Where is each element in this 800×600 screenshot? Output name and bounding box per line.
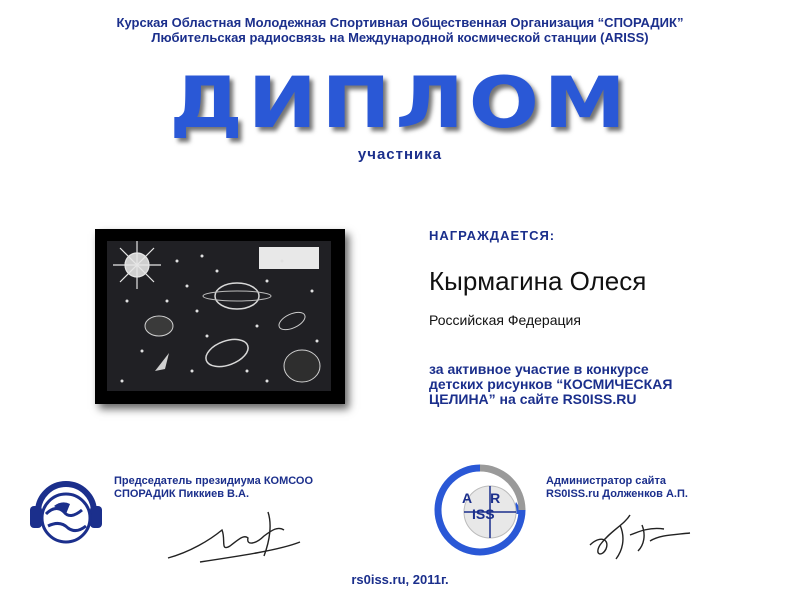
organization-subtitle: Любительская радиосвязь на Международной космической станции (ARISS) bbox=[151, 30, 649, 45]
chair-name: СПОРАДИК Пиккиев В.А. bbox=[114, 488, 250, 500]
diploma-title: ДИПЛОМ bbox=[169, 62, 631, 144]
award-reason-line: детских рисунков “КОСМИЧЕСКАЯ bbox=[429, 376, 673, 392]
award-reason-line: за активное участие в конкурсе bbox=[429, 361, 649, 377]
admin-title: Администратор сайта bbox=[546, 475, 666, 487]
children-drawing-image bbox=[107, 241, 331, 391]
awarded-label: НАГРАЖДАЕТСЯ: bbox=[429, 228, 556, 243]
award-reason bbox=[429, 362, 769, 407]
admin-signature bbox=[580, 505, 700, 565]
sporadik-globe-logo bbox=[26, 470, 106, 550]
admin-name: RS0ISS.ru Долженков А.П. bbox=[546, 488, 688, 500]
admin-signatory bbox=[546, 475, 786, 501]
recipient-name: Кырмагина Олеся bbox=[429, 266, 647, 296]
recipient-country: Российская Федерация bbox=[429, 312, 581, 328]
ariss-logo-text: A R ISS bbox=[462, 490, 501, 522]
chair-signature bbox=[160, 500, 310, 570]
award-reason-line: ЦЕЛИНА” на сайте RS0ISS.RU bbox=[429, 391, 637, 407]
artwork-frame bbox=[95, 229, 345, 404]
diploma-subtitle: участника bbox=[357, 146, 443, 163]
footer-site-year: rs0iss.ru, 2011г. bbox=[351, 572, 449, 587]
chair-signatory bbox=[114, 475, 384, 501]
chair-title: Председатель президиума КОМСОО bbox=[114, 475, 314, 487]
organization-name: Курская Областная Молодежная Спортивная Общественная Организация “СПОРАДИК” bbox=[116, 15, 684, 30]
